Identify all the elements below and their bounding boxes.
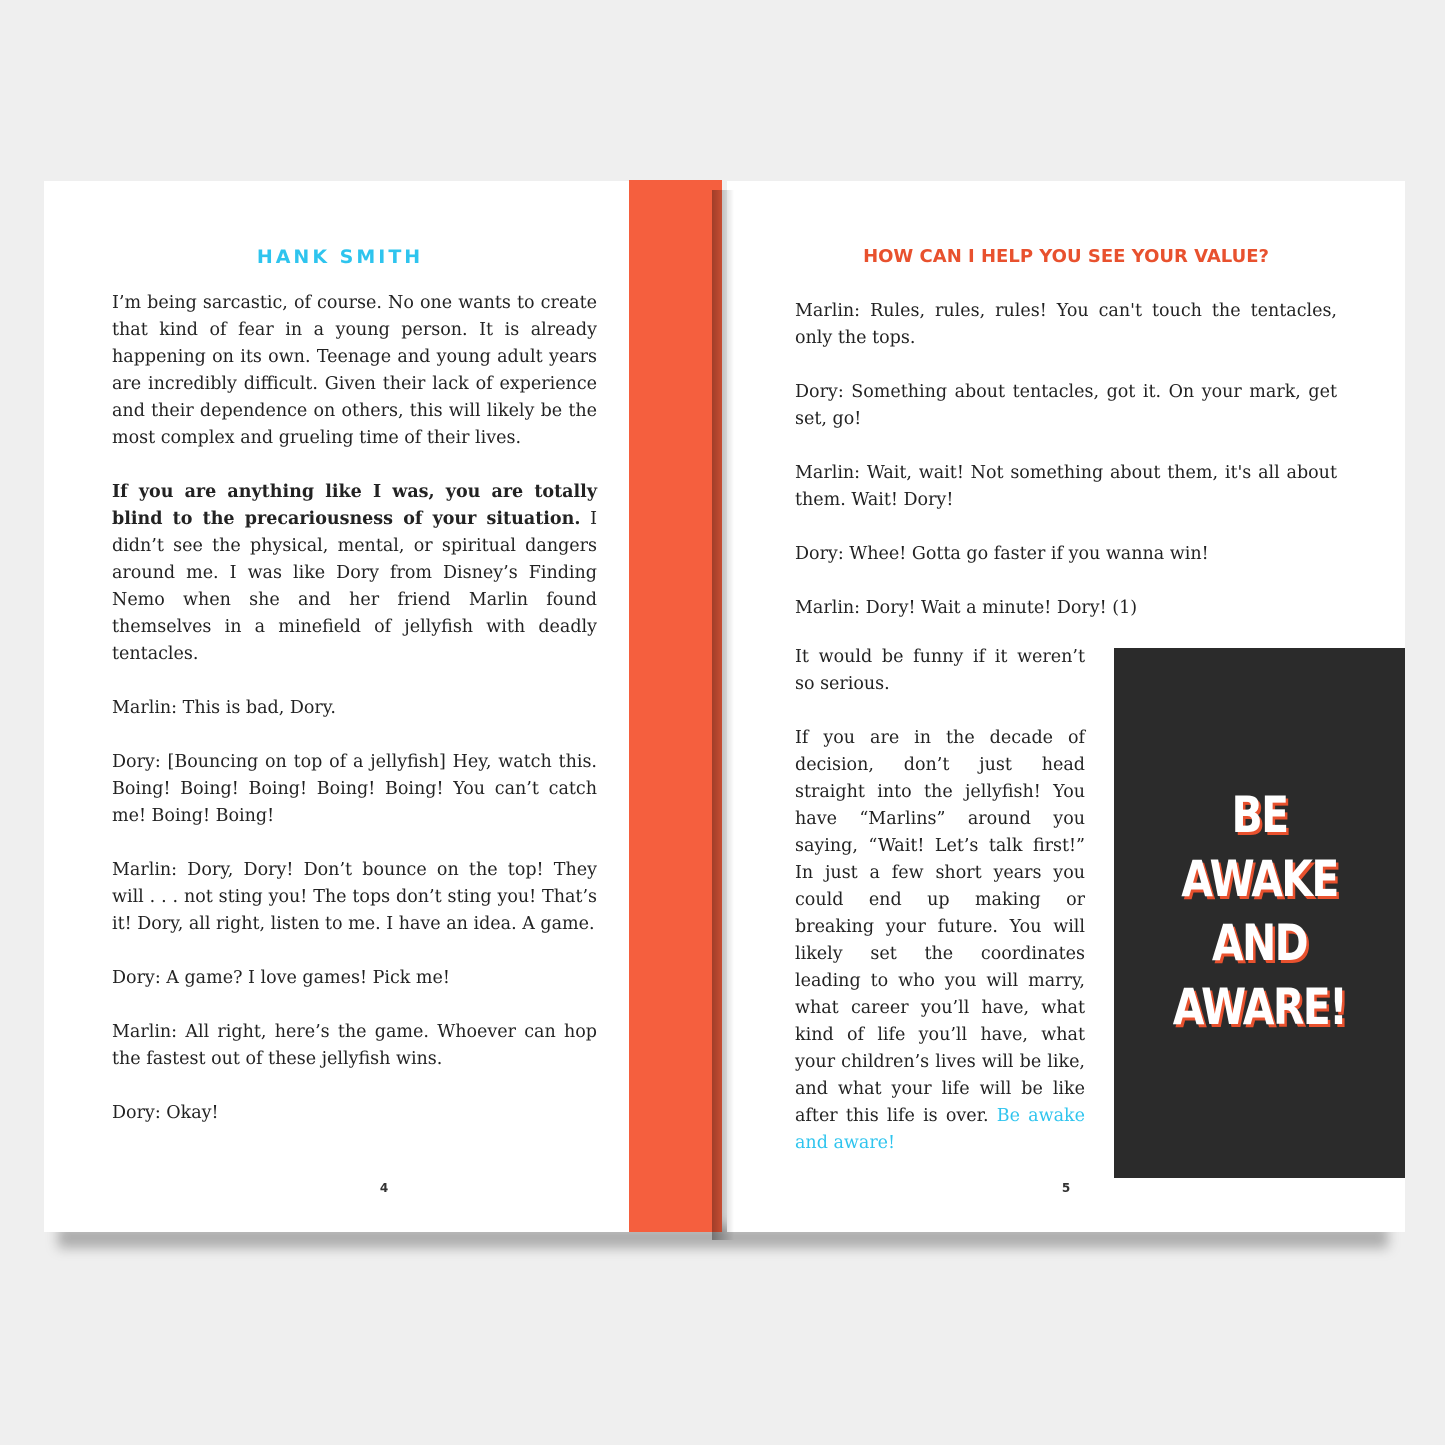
- callout-line: AND: [1211, 914, 1308, 972]
- paragraph: I’m being sarcastic, of course. No one wants to create that kind of fear in a young person. It is already happening on its own. Teenage and young adult years are incredibly difficult. Given their lack of experience and their dependence on others, this will likely be the most complex and grueling time of their lives.: [112, 293, 597, 448]
- dialogue-line: Dory: Something about tentacles, got it. On your mark, get set, go!: [795, 382, 1337, 429]
- page-number-left: 4: [379, 1181, 389, 1195]
- callout-line: AWAKE: [1181, 850, 1338, 908]
- dialogue-line: Dory: Okay!: [112, 1103, 219, 1123]
- callout-line: AWARE!: [1172, 978, 1347, 1036]
- paragraph-text: If you are in the decade of decision, don’t just head straight into the jellyfish! You have “Marlins” around you saying, “Wait! Let’s talk first!” In just a few short years you could end up making or breaking your future. You will likely set the coordinates leading to who you will marry, what career you’ll have, what kind of life you’ll have, what your children’s lives will be like, and what your life will be like after this life is over.: [795, 728, 1085, 1126]
- dialogue-line: Dory: A game? I love games! Pick me!: [112, 968, 450, 988]
- paragraph-cont: the physical, mental, or spiritual dangers around me. I was like Dory from Disney’s Finding Nemo when she and her friend Marlin found themselves in a minefield of jellyfish with deadly tentacles.: [112, 536, 597, 664]
- page-number-right: 5: [1061, 1181, 1071, 1195]
- running-head-author: HANK SMITH: [256, 246, 424, 268]
- callout-line: BE: [1231, 786, 1288, 844]
- dialogue-line: Marlin: All right, here’s the game. Whoever can hop the fastest out of these jellyfish wins.: [112, 1022, 597, 1069]
- dialogue-line: Marlin: Wait, wait! Not something about them, it's all about them. Wait! Dory!: [795, 463, 1337, 510]
- book-spine: [629, 180, 722, 1232]
- running-head-chapter: HOW CAN I HELP YOU SEE YOUR VALUE?: [863, 246, 1269, 267]
- dialogue-line: Dory: [Bouncing on top of a jellyfish] Hey, watch this. Boing! Boing! Boing! Boing! Boing! You can’t catch me! Boing! Boing!: [112, 752, 597, 826]
- bold-lead: If you are anything like I was, you are totally blind to the precariousness of your situation.: [112, 482, 597, 529]
- dialogue-line: Marlin: This is bad, Dory.: [112, 698, 336, 718]
- paragraph: [795, 725, 1085, 1157]
- right-page-column: [795, 644, 1085, 1157]
- callout-text: [1140, 783, 1379, 1039]
- paragraph: It would be funny if it weren’t so serious.: [795, 647, 1085, 694]
- highlight-text: Be awake and aware!: [795, 1106, 1085, 1153]
- right-page-dialogue: [795, 298, 1337, 622]
- left-page-text: [112, 290, 597, 1127]
- dialogue-line: Marlin: Rules, rules, rules! You can't touch the tentacles, only the tops.: [795, 301, 1337, 348]
- dialogue-line: Marlin: Dory! Wait a minute! Dory! (1): [795, 598, 1138, 618]
- spine-shadow: [712, 190, 734, 1240]
- dialogue-line: Marlin: Dory, Dory! Don’t bounce on the top! They will . . . not sting you! The tops don’t sting you! That’s it! Dory, all right, listen to me. I have an idea. A game.: [112, 860, 597, 934]
- callout-box: [1114, 648, 1405, 1178]
- paragraph: [112, 479, 597, 668]
- bold-tail: I didn’t see: [112, 509, 597, 556]
- dialogue-line: Dory: Whee! Gotta go faster if you wanna win!: [795, 544, 1209, 564]
